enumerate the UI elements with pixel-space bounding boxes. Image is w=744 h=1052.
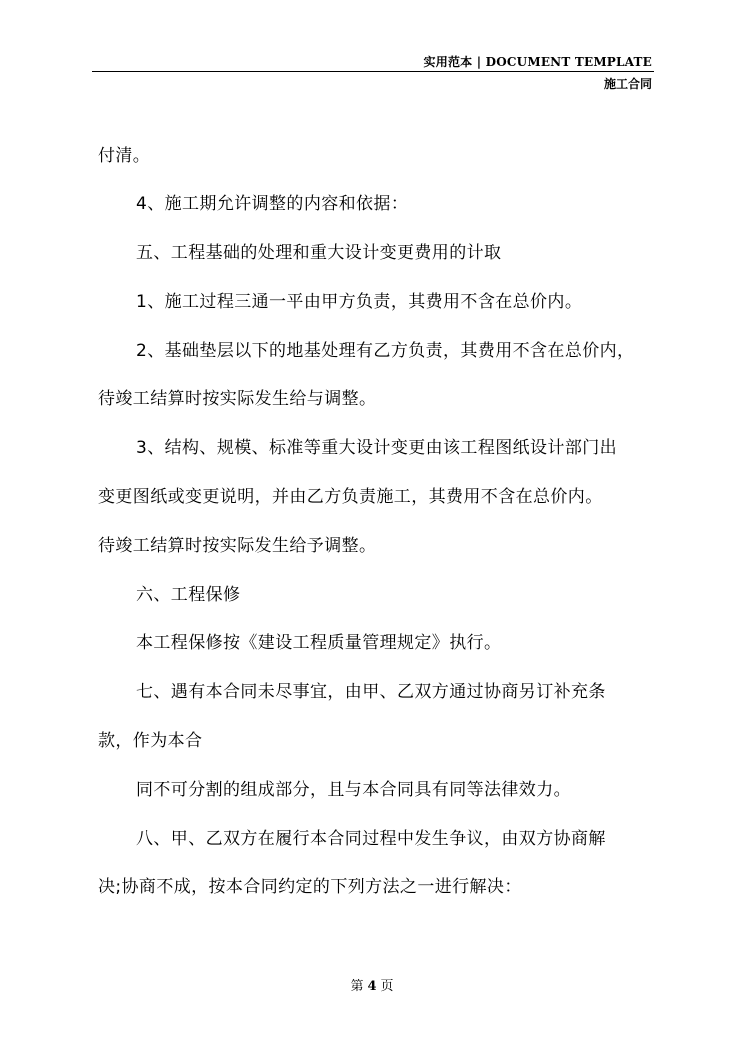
header-subtitle: 施工合同 (603, 77, 652, 91)
header-title: 实用范本 | DOCUMENT TEMPLATE (423, 55, 652, 69)
paragraph-line: 同不可分割的组成部分，且与本合同具有同等法律效力。 (136, 780, 571, 800)
paragraph-line: 待竣工结算时按实际发生给予调整。 (98, 536, 377, 556)
page-label-suffix: 页 (380, 979, 394, 994)
paragraph-line: 决;协商不成，按本合同约定的下列方法之一进行解决： (98, 877, 522, 897)
paragraph-line: 七、遇有本合同未尽事宜，由甲、乙双方通过协商另订补充条 (136, 682, 606, 702)
section-heading: 六、工程保修 (136, 585, 241, 605)
paragraph-line: 本工程保修按《建设工程质量管理规定》执行。 (136, 633, 502, 653)
paragraph-line: 3、结构、规模、标准等重大设计变更由该工程图纸设计部门出 (136, 438, 618, 458)
header-rule (92, 71, 654, 72)
paragraph-line: 1、施工过程三通一平由甲方负责，其费用不含在总价内。 (136, 292, 583, 312)
section-heading: 五、工程基础的处理和重大设计变更费用的计取 (136, 243, 502, 263)
paragraph-line: 付清。 (98, 146, 151, 166)
paragraph-line: 八、甲、乙双方在履行本合同过程中发生争议，由双方协商解 (136, 829, 606, 849)
paragraph-line: 4、施工期允许调整的内容和依据： (136, 194, 409, 214)
paragraph-line: 款，作为本合 (98, 731, 203, 751)
paragraph-line: 待竣工结算时按实际发生给与调整。 (98, 389, 377, 409)
page-label-prefix: 第 (350, 979, 364, 994)
page-footer (0, 975, 744, 994)
paragraph-line: 变更图纸或变更说明，并由乙方负责施工，其费用不含在总价内。 (98, 487, 603, 507)
paragraph-line: 2、基础垫层以下的地基处理有乙方负责，其费用不含在总价内， (136, 341, 635, 361)
page-number: 4 (367, 979, 377, 994)
